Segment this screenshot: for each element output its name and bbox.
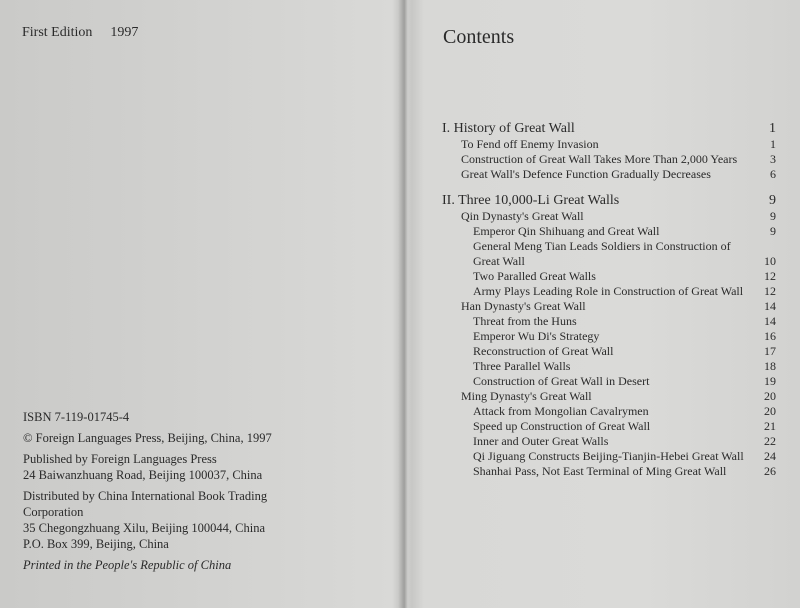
toc-entry-page: 1 — [770, 137, 776, 151]
edition-line — [22, 25, 138, 41]
publisher-line-2: 24 Baiwanzhuang Road, Beijing 100037, China — [23, 468, 263, 482]
isbn: ISBN 7-119-01745-4 — [23, 410, 130, 424]
toc-entry-title: Qi Jiguang Constructs Beijing-Tianjin-Hebei Great Wall — [473, 449, 744, 463]
toc-entry — [442, 464, 788, 479]
printed-in: Printed in the People's Republic of China — [23, 558, 232, 572]
toc-entry — [442, 284, 788, 299]
toc-entry — [442, 152, 788, 167]
distributor-line-2: Corporation — [23, 505, 84, 519]
toc-entry-page: 9 — [770, 209, 776, 223]
toc-entry-title: Threat from the Huns — [473, 314, 577, 328]
toc-entry-title: To Fend off Enemy Invasion — [461, 137, 599, 151]
toc-entry-title: Construction of Great Wall in Desert — [473, 374, 650, 388]
toc-entry-title: Construction of Great Wall Takes More Than 2,000 Years — [461, 152, 738, 166]
toc-entry-page: 12 — [764, 284, 776, 298]
toc-entry-page: 14 — [764, 314, 776, 328]
toc-entry-title: Reconstruction of Great Wall — [473, 344, 614, 358]
toc-entry-title: Inner and Outer Great Walls — [473, 434, 609, 448]
toc-entry — [442, 120, 788, 137]
toc-entry — [442, 404, 788, 419]
toc-entry — [442, 209, 788, 224]
toc-entry-title: Han Dynasty's Great Wall — [461, 299, 586, 313]
book-gutter — [398, 0, 412, 608]
toc-entry — [442, 434, 788, 449]
toc-entry-page: 20 — [764, 404, 776, 418]
toc-entry — [442, 329, 788, 344]
toc-entry — [442, 419, 788, 434]
toc-entry-title: Great Wall's Defence Function Gradually Decreases — [461, 167, 711, 181]
toc-entry-title: Ming Dynasty's Great Wall — [461, 389, 592, 403]
toc-entry-page: 6 — [770, 167, 776, 181]
toc-entry — [442, 359, 788, 374]
toc-entry-page: 16 — [764, 329, 776, 343]
toc-entry — [442, 192, 788, 209]
toc-entry — [442, 224, 788, 239]
toc-entry-page: 10 — [764, 254, 776, 268]
toc-entry-title: Emperor Wu Di's Strategy — [473, 329, 600, 343]
toc-entry-page: 12 — [764, 269, 776, 283]
toc-entry-title: Army Plays Leading Role in Construction of Great Wall — [473, 284, 744, 298]
toc-entry — [442, 344, 788, 359]
toc-entry-title: Speed up Construction of Great Wall — [473, 419, 651, 433]
distributor-line-3: 35 Chegongzhuang Xilu, Beijing 100044, China — [23, 521, 265, 535]
toc-entry-title: Two Paralled Great Walls — [473, 269, 596, 283]
toc-entry — [442, 137, 788, 152]
toc-entry-page: 21 — [764, 419, 776, 433]
toc-entry — [442, 374, 788, 389]
toc-entry — [442, 389, 788, 404]
table-of-contents — [442, 120, 788, 479]
imprint-block — [23, 409, 353, 573]
toc-entry-page: 24 — [764, 449, 776, 463]
contents-title: Contents — [443, 26, 515, 48]
copyright: © Foreign Languages Press, Beijing, China, 1997 — [23, 431, 272, 445]
distributor-line-4: P.O. Box 399, Beijing, China — [23, 537, 169, 551]
toc-entry-title: Qin Dynasty's Great Wall — [461, 209, 584, 223]
toc-entry — [442, 314, 788, 329]
toc-entry — [442, 449, 788, 464]
right-page — [412, 0, 800, 608]
toc-entry-title: II. Three 10,000-Li Great Walls — [442, 193, 620, 208]
publisher-line-1: Published by Foreign Languages Press — [23, 452, 217, 466]
toc-entry-page: 1 — [769, 121, 776, 136]
toc-entry-title: Shanhai Pass, Not East Terminal of Ming Great Wall — [473, 464, 727, 478]
toc-entry-page: 20 — [764, 389, 776, 403]
toc-entry-page: 17 — [764, 344, 776, 358]
toc-entry-page: 14 — [764, 299, 776, 313]
toc-entry — [442, 239, 788, 269]
toc-entry — [442, 299, 788, 314]
toc-entry-page: 26 — [764, 464, 776, 478]
edition-year: 1997 — [110, 25, 139, 40]
toc-entry-page: 9 — [770, 224, 776, 238]
toc-entry — [442, 167, 788, 182]
toc-entry-page: 3 — [770, 152, 776, 166]
toc-entry-page: 18 — [764, 359, 776, 373]
distributor-line-1: Distributed by China International Book Trading — [23, 489, 268, 503]
toc-entry-page: 22 — [764, 434, 776, 448]
toc-entry-title: General Meng Tian Leads Soldiers in Construction of Great Wall — [473, 239, 731, 268]
toc-entry-title: Emperor Qin Shihuang and Great Wall — [473, 224, 660, 238]
edition-label: First Edition — [22, 25, 93, 40]
toc-entry-title: Attack from Mongolian Cavalrymen — [473, 404, 649, 418]
toc-entry-title: I. History of Great Wall — [442, 121, 575, 136]
toc-entry-title: Three Parallel Walls — [473, 359, 571, 373]
toc-entry — [442, 269, 788, 284]
toc-entry-page: 19 — [764, 374, 776, 388]
toc-entry-page: 9 — [769, 193, 776, 208]
